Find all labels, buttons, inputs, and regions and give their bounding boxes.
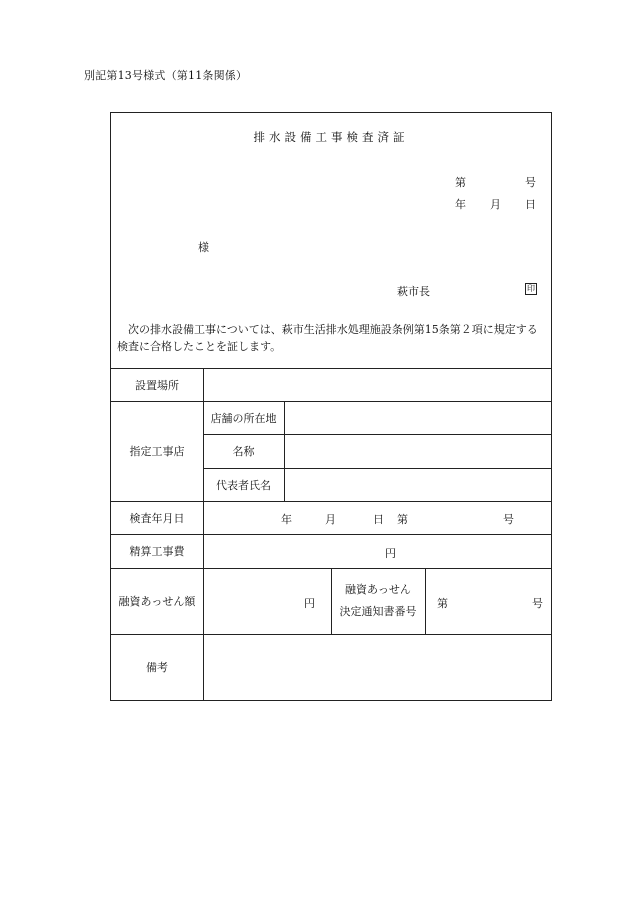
shop-name-field[interactable] xyxy=(285,435,551,468)
inspection-date-label: 検査年月日 xyxy=(129,511,185,525)
inspection-number-suffix: 号 xyxy=(503,513,514,526)
loan-amount-unit: 円 xyxy=(304,597,315,610)
loan-amount-label: 融資あっせん額 xyxy=(118,595,196,608)
representative-label: 代表者氏名 xyxy=(216,478,271,492)
inspection-certificate-form xyxy=(110,112,552,701)
loan-notice-label xyxy=(331,568,425,634)
cert-number-prefix: 第 xyxy=(455,176,466,189)
issuer-name: 萩市長 xyxy=(397,285,430,298)
shop-address-label: 店舗の所在地 xyxy=(210,411,277,425)
shop-address-field[interactable] xyxy=(285,402,551,434)
loan-notice-number-prefix: 第 xyxy=(437,597,448,610)
cost-label: 精算工事費 xyxy=(129,545,185,558)
inspection-month: 月 xyxy=(325,513,336,526)
remarks-field[interactable] xyxy=(204,635,551,700)
certification-statement: 次の排水設備工事については、萩市生活排水処理施設条例第15条第２項に規定する検査に合格したことを証します。 xyxy=(117,323,538,353)
recipient-suffix: 様 xyxy=(198,241,209,254)
loan-notice-label-line2: 決定通知書番号 xyxy=(339,605,417,618)
representative-field[interactable] xyxy=(285,469,551,501)
cost-unit: 円 xyxy=(385,547,396,560)
cert-date-day: 日 xyxy=(525,198,536,211)
loan-notice-label-line1: 融資あっせん xyxy=(345,583,411,596)
loan-notice-number-suffix: 号 xyxy=(532,597,543,610)
contractor-label: 指定工事店 xyxy=(129,445,185,458)
inspection-year: 年 xyxy=(281,513,292,526)
shop-name-label: 名称 xyxy=(232,445,255,458)
inspection-day: 日 xyxy=(373,513,384,526)
inspection-number-prefix: 第 xyxy=(397,513,408,526)
cert-number-suffix: 号 xyxy=(525,176,536,189)
location-field[interactable] xyxy=(204,369,551,401)
seal-mark: 印 xyxy=(527,284,535,293)
cert-date-month: 月 xyxy=(490,198,501,211)
form-caption: 別記第13号様式（第11条関係） xyxy=(84,69,248,82)
cert-date-year: 年 xyxy=(455,198,466,211)
loan-notice-column-line xyxy=(425,568,426,634)
location-label: 設置場所 xyxy=(135,378,179,392)
remarks-label: 備考 xyxy=(146,661,168,674)
form-title: 排水設備工事検査済証 xyxy=(253,130,409,144)
